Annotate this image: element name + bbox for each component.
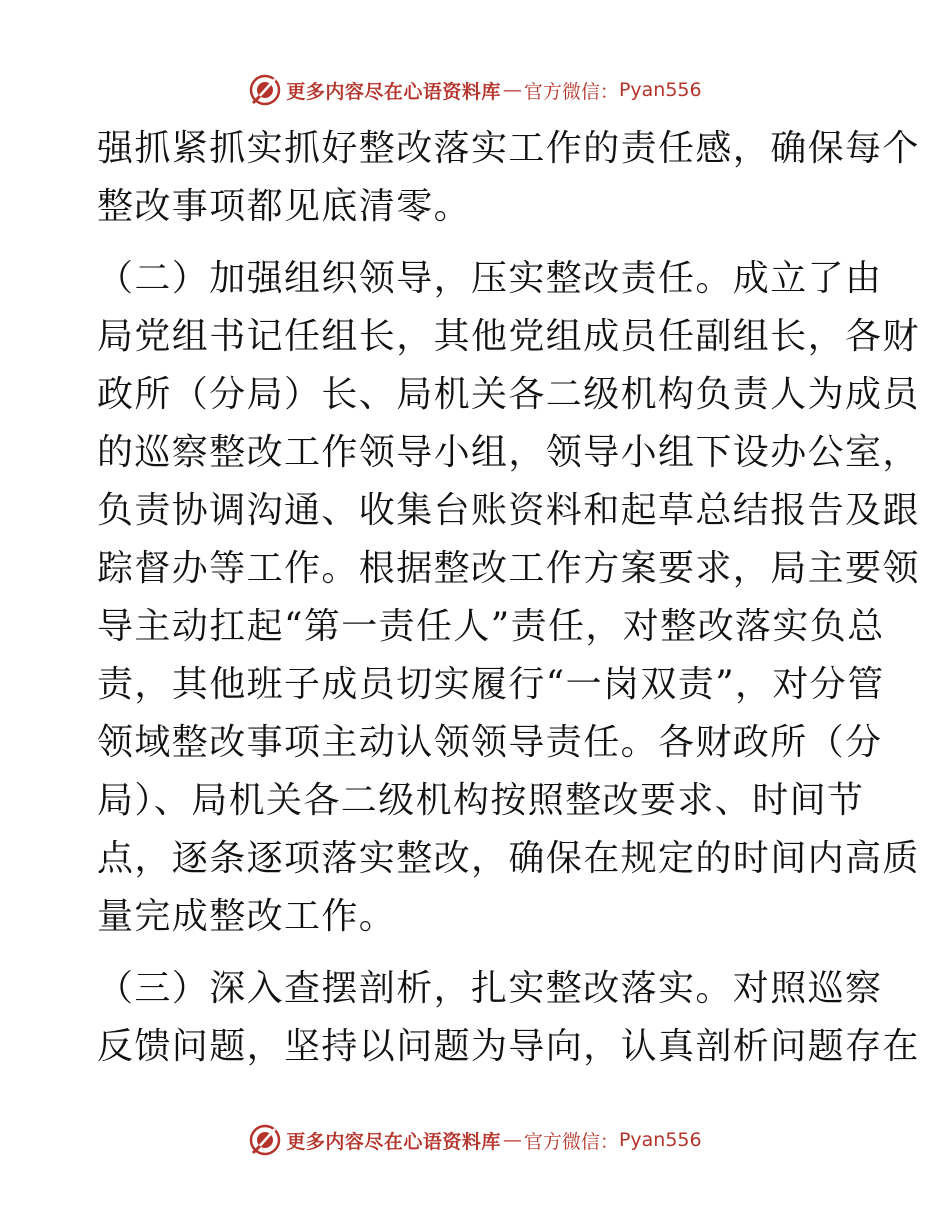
section-heading-line: （二）加强组织领导，压实整改责任。成立了由: [97, 258, 883, 299]
text-line: 领域整改事项主动认领领导责任。各财政所（分: [97, 722, 883, 763]
watermark-dash: —: [502, 79, 522, 101]
watermark-wechat-id: Pyan556: [618, 1129, 702, 1151]
watermark-wechat-id: Pyan556: [618, 79, 702, 101]
section-heading-line: （三）深入查摆剖析，扎实整改落实。对照巡察: [97, 968, 883, 1009]
watermark-official-label: 官方微信：: [523, 80, 619, 103]
text-line: 整改事项都见底清零。: [97, 186, 472, 227]
paragraph-continuation: [97, 120, 920, 236]
text-line: 强抓紧抓实抓好整改落实工作的责任感，确保每个: [97, 128, 920, 169]
text-line: 反馈问题，坚持以问题为导向，认真剖析问题存在: [97, 1026, 920, 1067]
text-line: 负责协调沟通、收集台账资料和起草总结报告及跟: [97, 490, 920, 531]
text-line: 踪督办等工作。根据整改工作方案要求，局主要领: [97, 548, 920, 589]
text-line: 导主动扛起“第一责任人”责任，对整改落实负总: [97, 606, 885, 647]
paragraph-section-two: [97, 250, 920, 946]
document-body: [97, 120, 920, 1076]
text-line: 点，逐条逐项落实整改，确保在规定的时间内高质: [97, 838, 920, 879]
watermark-main-text: 更多内容尽在心语资料库: [286, 80, 501, 103]
watermark-dash: —: [502, 1129, 522, 1151]
header-watermark: [0, 72, 950, 108]
footer-watermark: [0, 1122, 950, 1158]
text-line: 责，其他班子成员切实履行“一岗双责”，对分管: [97, 664, 885, 705]
watermark-official-label: 官方微信：: [523, 1130, 619, 1153]
text-line: 量完成整改工作。: [97, 896, 397, 937]
text-line: 政所（分局）长、局机关各二级机构负责人为成员: [97, 374, 920, 415]
text-line: 局党组书记任组长，其他党组成员任副组长，各财: [97, 316, 920, 357]
pen-logo-icon: [248, 73, 282, 107]
text-line: 局）、局机关各二级机构按照整改要求、时间节: [97, 780, 865, 821]
text-line: 的巡察整改工作领导小组，领导小组下设办公室，: [97, 432, 920, 473]
pen-logo-icon: [248, 1123, 282, 1157]
paragraph-section-three: [97, 960, 920, 1076]
watermark-main-text: 更多内容尽在心语资料库: [286, 1130, 501, 1153]
